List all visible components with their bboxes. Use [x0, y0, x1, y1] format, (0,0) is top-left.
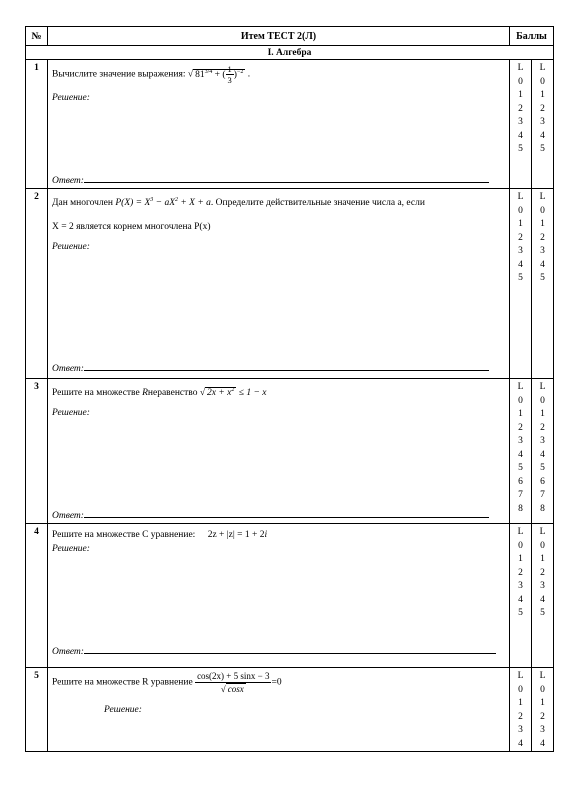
score-level[interactable]: 0 — [540, 540, 545, 551]
score-level[interactable]: 1 — [540, 698, 545, 708]
score-level[interactable]: 2 — [518, 567, 523, 578]
score-level[interactable]: 5 — [540, 273, 545, 283]
score-level[interactable]: 5 — [540, 144, 545, 154]
question-number: 2 — [26, 189, 48, 379]
answer-line[interactable] — [84, 174, 489, 183]
score-level[interactable]: 0 — [540, 684, 545, 695]
header-num: № — [26, 27, 48, 46]
score-level[interactable]: L — [517, 63, 524, 73]
question-text: . Определите действительные значение числа а, если — [210, 198, 425, 209]
question-text: неравенство — [147, 388, 198, 399]
answer-line[interactable] — [84, 645, 496, 654]
score-level[interactable]: 2 — [540, 103, 545, 114]
answer-line[interactable] — [84, 509, 489, 518]
score-level[interactable]: 2 — [518, 422, 523, 433]
question-row — [26, 668, 554, 752]
question-text: Решите на множестве R уравнение — [52, 677, 193, 688]
score-level[interactable]: 3 — [540, 725, 545, 735]
score-level[interactable]: 5 — [518, 273, 523, 283]
score-level[interactable]: 5 — [540, 463, 545, 473]
solution-label: Решение: — [104, 705, 142, 715]
score-level[interactable]: 2 — [518, 103, 523, 114]
math-expression: $\frac{\cos(2x) + 5 \sin x - 3}{√ \cos x}$ — [197, 671, 270, 694]
score-level[interactable]: 0 — [518, 540, 523, 551]
question-cell — [48, 189, 510, 379]
question-text: Дан многочлен — [52, 198, 113, 209]
score-level[interactable]: 6 — [540, 476, 545, 487]
score-column-b — [532, 379, 554, 524]
question-row — [26, 60, 554, 189]
answer-label: Ответ: — [52, 511, 84, 521]
score-level[interactable]: L — [539, 192, 546, 202]
score-level[interactable]: 4 — [518, 594, 523, 605]
score-level[interactable]: 0 — [518, 395, 523, 406]
score-level[interactable]: 2 — [518, 232, 523, 243]
question-cell — [48, 668, 510, 752]
question-cell — [48, 524, 510, 668]
question-row — [26, 524, 554, 668]
score-level[interactable]: 8 — [518, 503, 523, 514]
score-level[interactable]: 3 — [540, 117, 545, 127]
question-text: X = 2 является корнем многочлена P(x) — [52, 222, 211, 233]
question-text: =0 — [271, 677, 282, 688]
score-level[interactable]: 4 — [540, 594, 545, 605]
score-column-a — [510, 379, 532, 524]
score-level[interactable]: 0 — [540, 395, 545, 406]
question-text: Решите на множестве — [52, 388, 140, 399]
score-level[interactable]: 3 — [540, 436, 545, 446]
score-column-a — [510, 60, 532, 189]
header-item: Итем ТЕСТ 2(Л) — [48, 27, 510, 46]
header-row — [26, 27, 554, 46]
score-level[interactable]: 0 — [518, 684, 523, 695]
score-level[interactable]: 0 — [518, 76, 523, 87]
score-level[interactable]: 2 — [540, 422, 545, 433]
math-expression: $P(X) = X^3 - aX^2 + X + a$ — [115, 197, 211, 209]
score-level[interactable]: 6 — [518, 476, 523, 487]
score-level[interactable]: 2 — [540, 232, 545, 243]
header-scores: Баллы — [510, 27, 554, 46]
question-cell — [48, 60, 510, 189]
score-level[interactable]: 3 — [518, 725, 523, 735]
score-level[interactable]: 7 — [518, 490, 523, 500]
score-level[interactable]: 1 — [540, 554, 545, 564]
score-level[interactable]: 1 — [518, 554, 523, 564]
score-level[interactable]: 7 — [540, 490, 545, 500]
math-set-r: R — [142, 388, 148, 399]
score-level[interactable]: 2 — [540, 567, 545, 578]
math-expression: √ $2x + x^2 \le 1 - x$ — [199, 387, 267, 399]
score-level[interactable]: 5 — [540, 608, 545, 618]
score-level[interactable]: 2 — [540, 711, 545, 722]
score-column-b — [532, 668, 554, 752]
score-level[interactable]: 4 — [518, 259, 523, 270]
score-level[interactable]: 3 — [518, 436, 523, 446]
score-level[interactable]: 0 — [540, 205, 545, 216]
score-level[interactable]: 4 — [518, 130, 523, 141]
score-level[interactable]: 0 — [540, 76, 545, 87]
score-level[interactable]: L — [539, 63, 546, 73]
question-number: 1 — [26, 60, 48, 189]
score-level[interactable]: L — [539, 527, 546, 537]
score-level[interactable]: L — [539, 671, 546, 681]
score-level[interactable]: 3 — [540, 246, 545, 256]
question-text: Вычислите значение выражения: — [52, 69, 186, 80]
score-level[interactable]: 5 — [518, 144, 523, 154]
question-row — [26, 189, 554, 379]
score-level[interactable]: 5 — [518, 608, 523, 618]
score-level[interactable]: 1 — [540, 219, 545, 229]
solution-label: Решение: — [52, 408, 90, 419]
solution-label: Решение: — [52, 93, 90, 103]
section-title: I. Алгебра — [26, 46, 554, 60]
score-level[interactable]: 4 — [540, 259, 545, 270]
question-text: Решите на множестве С уравнение: — [52, 530, 196, 540]
question-number: 4 — [26, 524, 48, 668]
score-column-a — [510, 668, 532, 752]
score-level[interactable]: L — [517, 671, 524, 681]
score-level[interactable]: 1 — [518, 698, 523, 708]
score-level[interactable]: 3 — [518, 581, 523, 591]
score-level[interactable]: 1 — [518, 90, 523, 100]
score-column-a — [510, 524, 532, 668]
score-level[interactable]: 2 — [518, 711, 523, 722]
section-row — [26, 46, 554, 60]
score-column-b — [532, 60, 554, 189]
question-row — [26, 379, 554, 524]
answer-label: Ответ: — [52, 176, 84, 186]
solution-label: Решение: — [52, 242, 90, 253]
score-level[interactable]: L — [517, 382, 524, 392]
score-level[interactable]: 1 — [518, 409, 523, 419]
test-table — [25, 26, 554, 752]
answer-label: Ответ: — [52, 364, 84, 374]
score-level[interactable]: 8 — [540, 503, 545, 514]
score-level[interactable]: 3 — [518, 117, 523, 127]
score-level[interactable]: 4 — [518, 449, 523, 460]
score-level[interactable]: 4 — [518, 738, 523, 749]
score-level[interactable]: L — [517, 192, 524, 202]
score-level[interactable]: 4 — [540, 738, 545, 749]
score-level[interactable]: 5 — [518, 463, 523, 473]
math-expression: √ $81^{3/4}$ + ( $\frac{1}{3}$ )$^{-2}$ . — [187, 64, 251, 85]
solution-label: Решение: — [52, 544, 90, 554]
score-level[interactable]: 1 — [540, 90, 545, 100]
question-number: 5 — [26, 668, 48, 752]
score-level[interactable]: L — [517, 527, 524, 537]
score-level[interactable]: 4 — [540, 449, 545, 460]
question-cell — [48, 379, 510, 524]
answer-line[interactable] — [84, 362, 489, 371]
score-level[interactable]: 1 — [540, 409, 545, 419]
test-sheet — [25, 26, 553, 752]
score-level[interactable]: 3 — [540, 581, 545, 591]
math-expression: 2z + |z| = 1 + 2i — [207, 530, 268, 540]
score-column-b — [532, 524, 554, 668]
answer-label: Ответ: — [52, 647, 84, 657]
score-level[interactable]: L — [539, 382, 546, 392]
question-number: 3 — [26, 379, 48, 524]
score-column-a — [510, 189, 532, 379]
score-column-b — [532, 189, 554, 379]
score-level[interactable]: 3 — [518, 246, 523, 256]
score-level[interactable]: 4 — [540, 130, 545, 141]
score-level[interactable]: 1 — [518, 219, 523, 229]
score-level[interactable]: 0 — [518, 205, 523, 216]
